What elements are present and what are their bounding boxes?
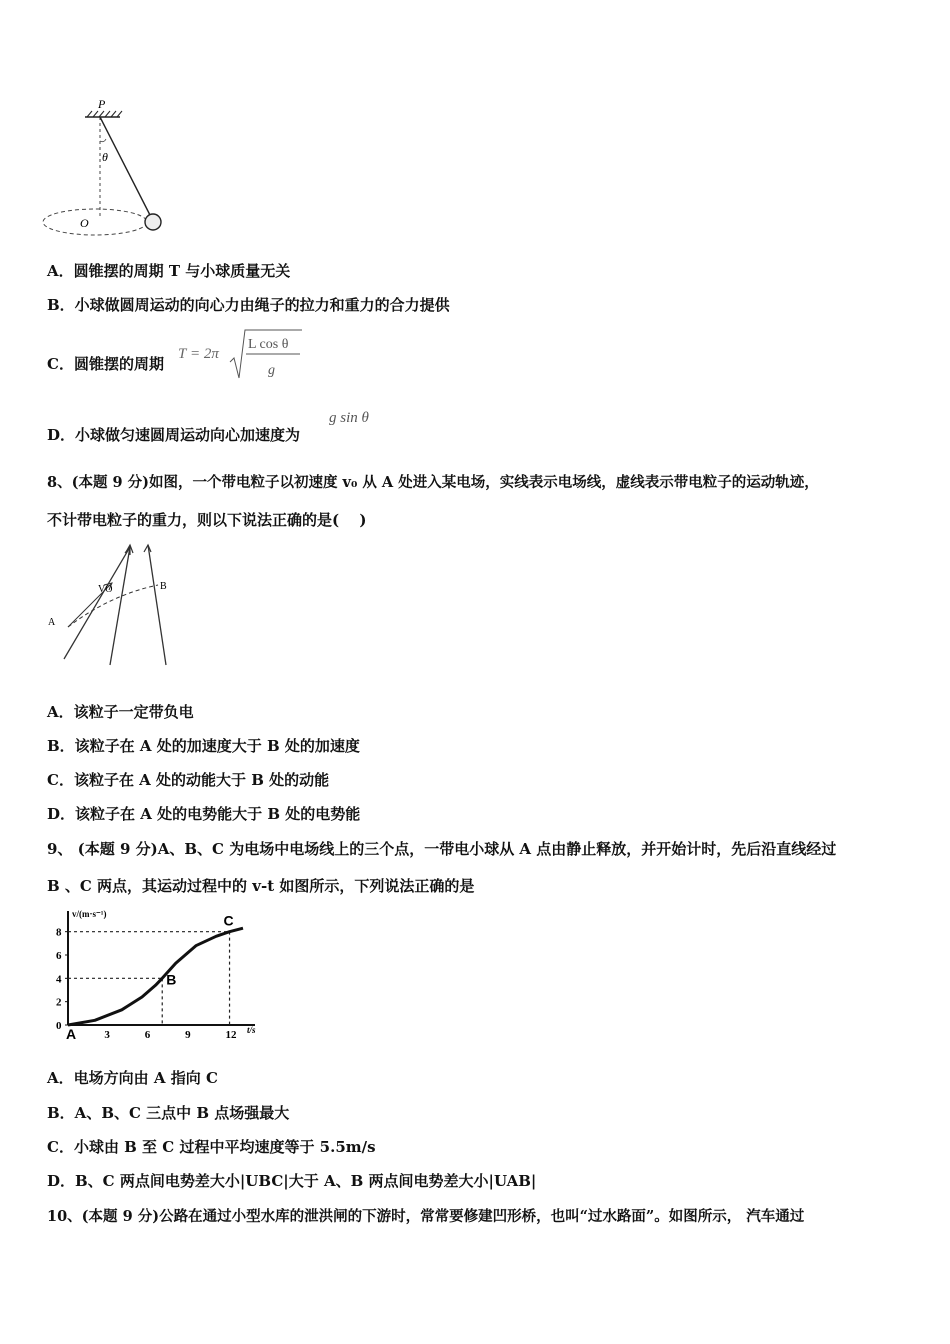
x-tick-label: 9 (185, 1029, 191, 1041)
q7-option-b: B．小球做圆周运动的向心力由绳子的拉力和重力的合力提供 (47, 296, 450, 314)
q8-option-d: D．该粒子在 A 处的电势能大于 B 处的电势能 (47, 805, 361, 823)
y-tick-label: 6 (56, 950, 62, 962)
q7-option-d (47, 425, 300, 445)
q9-option-d: D．B、C 两点间电势差大小|UBC|大于 A、B 两点间电势差大小|UAB| (47, 1172, 537, 1190)
y-tick-label: 2 (56, 996, 62, 1009)
q8-option-c: C．该粒子在 A 处的动能大于 B 处的动能 (47, 771, 330, 789)
series-line (68, 928, 243, 1025)
point-label-a: A (66, 1026, 77, 1042)
q7-option-c-text: C．圆锥摆的周期 (47, 355, 164, 373)
q10-stem-line1: 10、(本题 9 分)公路在通过小型水库的泄洪闸的下游时，常常要修建凹形桥，也叫“过水路面”。如图所示， 汽车通过 (47, 1208, 805, 1225)
fig-label-V0: VO (98, 584, 113, 595)
q7-option-a: A．圆锥摆的周期 T 与小球质量无关 (47, 262, 291, 280)
x-tick-label: 12 (225, 1029, 237, 1041)
label-P: P (98, 97, 106, 111)
q8-stem-line1: 8、(本题 9 分)如图，一个带电粒子以初速度 v₀ 从 A 处进入某电场，实线表示电场线，虚线表示带电粒子的运动轨迹， (47, 474, 819, 491)
q9-option-c: C．小球由 B 至 C 过程中平均速度等于 5.5m/s (47, 1138, 376, 1156)
q9-option-b: B．A、B、C 三点中 B 点场强最大 (47, 1104, 290, 1122)
electric-field-figure (40, 537, 190, 672)
label-O: O (80, 216, 89, 230)
point-label-b: B (166, 971, 177, 988)
y-tick-label: 8 (56, 926, 62, 939)
point-label-c: C (223, 912, 234, 929)
conical-pendulum-figure (40, 95, 175, 245)
q8-option-a: A．该粒子一定带负电 (47, 703, 194, 721)
formula-T: T (178, 346, 187, 362)
q9-stem-line2: B 、C 两点，其运动过程中的 v-t 如图所示，下列说法正确的是 (47, 877, 475, 895)
formula-num: L cos θ (248, 337, 289, 352)
x-tick-label: 3 (104, 1029, 110, 1041)
q9-stem-line1: 9、 (本题 9 分)A、B、C 为电场中电场线上的三个点，一带电小球从 A 点由静止释放，并开始计时，先后沿直线经过 (47, 840, 837, 858)
accel-formula: g sin θ (329, 410, 369, 426)
x-axis-label: t/s (247, 1025, 256, 1035)
formula-eq: = 2π (190, 346, 219, 362)
fig-label-A: A (48, 617, 56, 628)
fig-label-B: B (160, 581, 167, 592)
x-tick-label: 6 (144, 1029, 151, 1041)
q9-option-a: A．电场方向由 A 指向 C (47, 1069, 218, 1087)
q8-option-b: B．该粒子在 A 处的加速度大于 B 处的加速度 (47, 737, 360, 755)
vt-chart (40, 905, 260, 1045)
period-formula (176, 326, 306, 382)
y-tick-label: 0 (56, 1020, 62, 1032)
label-theta: θ (102, 150, 108, 164)
y-axis-label: v/(m·s⁻¹) (72, 909, 107, 919)
formula-den: g (268, 363, 275, 378)
y-tick-label: 4 (56, 973, 62, 986)
q8-stem-line2: 不计带电粒子的重力，则以下说法正确的是( ) (47, 511, 367, 529)
q7-option-d-text: D．小球做匀速圆周运动向心加速度为 (47, 426, 301, 444)
q7-option-c (47, 354, 164, 374)
